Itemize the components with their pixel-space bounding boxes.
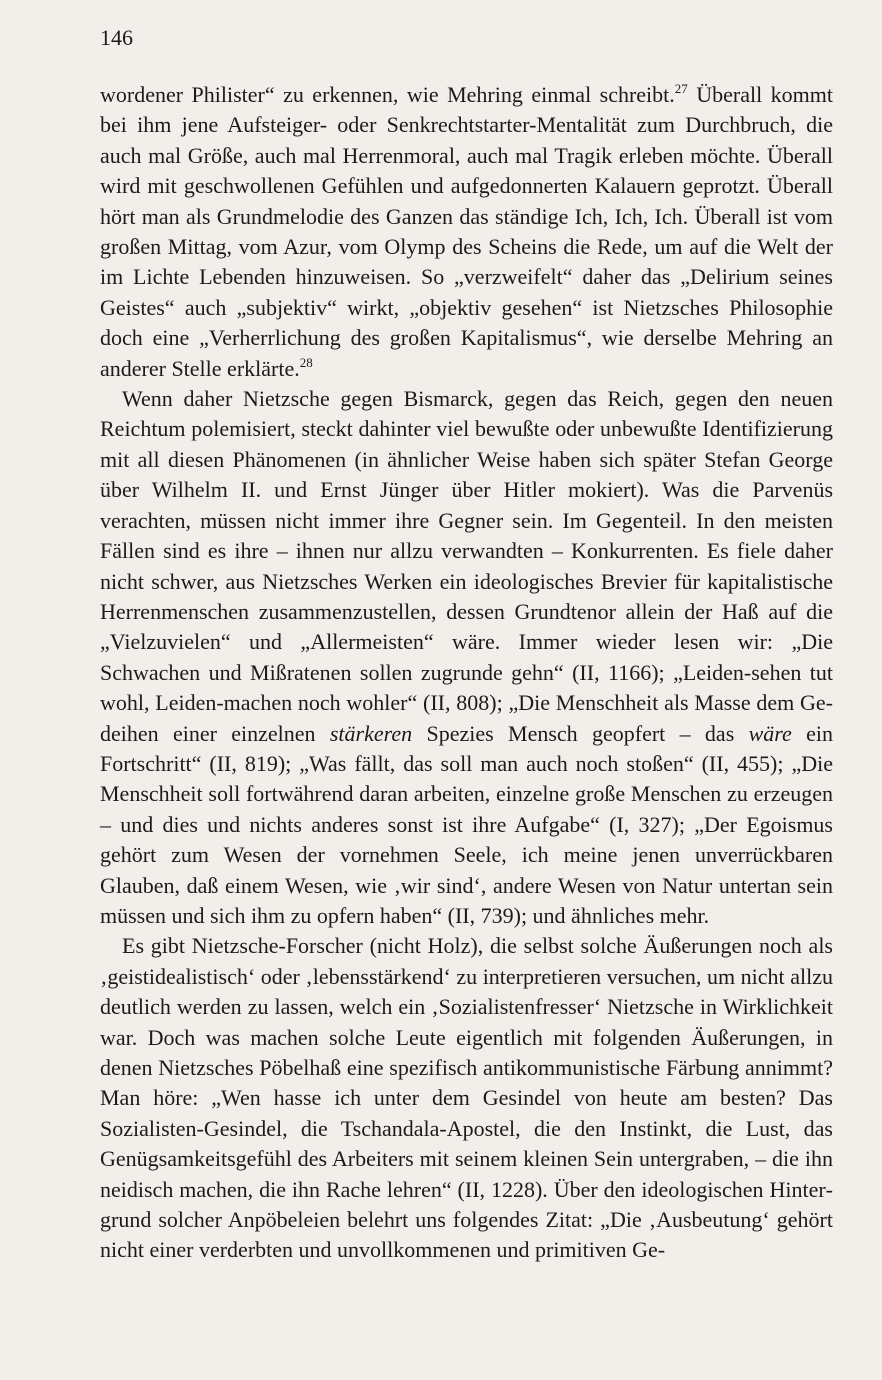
text-run: Spezies Mensch geopfert – das	[412, 720, 749, 746]
paragraph-1	[100, 80, 833, 384]
body-text	[100, 80, 833, 1266]
text-run: wordener Philister“ zu erkennen, wie Mehring einmal schreibt.	[100, 82, 675, 107]
emphasis-staerkeren: stärkeren	[329, 720, 413, 746]
text-run: Es gibt Nietzsche-Forscher (nicht Holz), die selbst solche Äußerungen noch als ‚geistidealistisch‘ oder ‚lebensstärkend‘ zu interpretieren versuchen, um nicht allzu deutlich werden zu lassen, welch ein ‚Sozialistenfresser‘ Nietzsche in Wirklichkeit war. Doch was machen solche Leute eigentlich mit folgenden Äußerungen, in denen Nietzsches Pöbelhaß eine spezifisch antikommunistische Färbung annimmt? Man höre: „Wen hasse ich unter dem Gesindel von heute am besten? Das Sozialisten-Gesindel, die Tschandala-Apostel, die den Instinkt, die Lust, das Genügsamkeitsgefühl des Arbeiters mit seinem kleinen Sein untergraben, – die ihn neidisch machen, die ihn Rache lehren“ (II, 1228). Über den ideologischen Hintergrund solcher Anpöbeleien belehrt uns folgendes Zitat: „Die ‚Ausbeutung‘ gehört nicht einer verderbten und unvollkommenen und primitiven Ge-	[100, 933, 833, 1263]
text-run: Überall kommt bei ihm jene Aufsteiger- oder Senkrechtstarter-Mentalität zum Durchbruch, die auch mal Größe, auch mal Herrenmoral, auch mal Tragik erleben möchte. Überall wird mit geschwollenen Gefühlen und aufgedonnerten Kalauern geprotzt. Überall hört man als Grundmelodie des Ganzen das ständige Ich, Ich, Ich. Überall ist vom großen Mittag, vom Azur, vom Olymp des Scheins die Rede, um auf die Welt der im Lichte Lebenden hinzuweisen. So „verzweifelt“ daher das „Delirium seines Geistes“ auch „subjektiv“ wirkt, „objektiv gesehen“ ist Nietzsches Philosophie doch eine „Verherrlichung des großen Kapitalismus“, wie derselbe Mehring an anderer Stelle erklärte.	[100, 82, 833, 381]
page-number: 146	[100, 25, 133, 50]
footnote-ref-27: 27	[674, 81, 688, 96]
paragraph-2	[100, 384, 833, 931]
text-run: ein Fortschritt“ (II, 819); „Was fällt, das soll man auch noch stoßen“ (II, 455); „Die Menschheit soll fortwährend daran arbeiten, einzelne große Menschen zu erzeugen – und dies und nichts anderes sonst ist ihre Aufgabe“ (I, 327); „Der Egoismus gehört zum Wesen der vornehmen Seele, ich meine jenen unverrückbaren Glauben, daß einem Wesen, wie ‚wir sind‘, andere Wesen von Natur untertan sein müssen und sich ihm zu opfern haben“ (II, 739); und ähnliches mehr.	[100, 720, 833, 928]
text-run: Wenn daher Nietzsche gegen Bismarck, gegen das Reich, gegen den neuen Reichtum polemisiert, steckt dahinter viel bewußte oder unbewußte Identifizierung mit all diesen Phänomenen (in ähnlicher Weise haben sich später Stefan George über Wilhelm II. und Ernst Jünger über Hitler mokiert). Was die Parvenüs verachten, müssen nicht immer ihre Gegner sein. Im Gegenteil. In den meisten Fällen sind es ihre – ihnen nur allzu verwandten – Konkurrenten. Es fiele daher nicht schwer, aus Nietzsches Werken ein ideologisches Brevier für kapitalistische Herrenmenschen zusammenzustellen, dessen Grundtenor allein der Haß auf die „Vielzuvielen“ und „Allermeisten“ wäre. Immer wieder lesen wir: „Die Schwachen und Mißratenen sollen zugrunde gehn“ (II, 1166); „Leiden-sehen tut wohl, Leiden-machen noch wohler“ (II, 808); „Die Menschheit als Masse dem Gedeihen einer einzelnen	[100, 386, 833, 746]
emphasis-waere: wäre	[748, 720, 792, 746]
paragraph-3	[100, 931, 833, 1265]
footnote-ref-28: 28	[299, 354, 313, 370]
